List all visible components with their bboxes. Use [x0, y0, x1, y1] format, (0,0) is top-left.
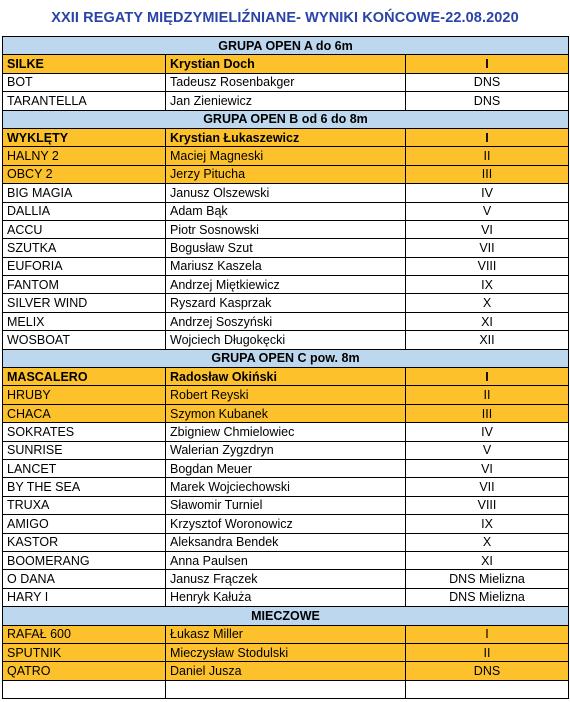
boat-name-cell: SILVER WIND [3, 294, 166, 312]
table-row [3, 294, 569, 312]
boat-name-cell: SZUTKA [3, 239, 166, 257]
table-row [3, 128, 569, 146]
skipper-cell: Daniel Jusza [166, 662, 406, 680]
place-cell: IX [406, 276, 569, 294]
skipper-cell: Sławomir Turniel [166, 496, 406, 514]
skipper-cell: Janusz Frączek [166, 570, 406, 588]
boat-name-cell: SOKRATES [3, 423, 166, 441]
empty-row [3, 680, 569, 698]
place-cell: VI [406, 220, 569, 238]
place-cell: III [406, 404, 569, 422]
boat-name-cell: OBCY 2 [3, 165, 166, 183]
skipper-cell: Aleksandra Bendek [166, 533, 406, 551]
skipper-cell: Łukasz Miller [166, 625, 406, 643]
skipper-cell: Bogusław Szut [166, 239, 406, 257]
table-row [3, 404, 569, 422]
place-cell: II [406, 643, 569, 661]
place-cell: VIII [406, 257, 569, 275]
group-header: GRUPA OPEN C pow. 8m [3, 349, 569, 367]
table-row [3, 368, 569, 386]
skipper-cell: Andrzej Soszyński [166, 312, 406, 330]
boat-name-cell: BOT [3, 73, 166, 91]
table-row [3, 257, 569, 275]
boat-name-cell: AMIGO [3, 515, 166, 533]
place-cell: VII [406, 478, 569, 496]
table-row [3, 202, 569, 220]
skipper-cell: Krzysztof Woronowicz [166, 515, 406, 533]
empty-cell [3, 680, 166, 698]
empty-cell [406, 680, 569, 698]
place-cell: VIII [406, 496, 569, 514]
boat-name-cell: HARY I [3, 588, 166, 606]
skipper-cell: Radosław Okiński [166, 368, 406, 386]
table-row [3, 643, 569, 661]
place-cell: VI [406, 459, 569, 477]
skipper-cell: Adam Bąk [166, 202, 406, 220]
skipper-cell: Maciej Magneski [166, 147, 406, 165]
group-header: GRUPA OPEN B od 6 do 8m [3, 110, 569, 128]
table-row [3, 55, 569, 73]
boat-name-cell: RAFAŁ 600 [3, 625, 166, 643]
skipper-cell: Szymon Kubanek [166, 404, 406, 422]
results-table [2, 36, 569, 699]
table-row [3, 165, 569, 183]
group-header: GRUPA OPEN A do 6m [3, 37, 569, 55]
boat-name-cell: MELIX [3, 312, 166, 330]
boat-name-cell: SUNRISE [3, 441, 166, 459]
table-row [3, 459, 569, 477]
table-row [3, 92, 569, 110]
boat-name-cell: WOSBOAT [3, 331, 166, 349]
place-cell: XII [406, 331, 569, 349]
boat-name-cell: ACCU [3, 220, 166, 238]
place-cell: DNS Mielizna [406, 570, 569, 588]
skipper-cell: Jerzy Pitucha [166, 165, 406, 183]
place-cell: V [406, 202, 569, 220]
boat-name-cell: TARANTELLA [3, 92, 166, 110]
table-row [3, 533, 569, 551]
skipper-cell: Mieczysław Stodulski [166, 643, 406, 661]
table-row [3, 331, 569, 349]
table-row [3, 423, 569, 441]
place-cell: I [406, 128, 569, 146]
skipper-cell: Piotr Sosnowski [166, 220, 406, 238]
boat-name-cell: FANTOM [3, 276, 166, 294]
boat-name-cell: WYKLĘTY [3, 128, 166, 146]
place-cell: DNS [406, 662, 569, 680]
place-cell: I [406, 55, 569, 73]
skipper-cell: Wojciech Długokęcki [166, 331, 406, 349]
boat-name-cell: BY THE SEA [3, 478, 166, 496]
table-row [3, 73, 569, 91]
table-row [3, 276, 569, 294]
group-header-row [3, 110, 569, 128]
table-row [3, 588, 569, 606]
group-header-row [3, 349, 569, 367]
table-row [3, 570, 569, 588]
boat-name-cell: TRUXA [3, 496, 166, 514]
place-cell: IX [406, 515, 569, 533]
place-cell: IV [406, 423, 569, 441]
boat-name-cell: O DANA [3, 570, 166, 588]
table-row [3, 478, 569, 496]
place-cell: DNS [406, 73, 569, 91]
place-cell: I [406, 625, 569, 643]
group-header-row [3, 607, 569, 625]
skipper-cell: Andrzej Miętkiewicz [166, 276, 406, 294]
group-header-row [3, 37, 569, 55]
place-cell: DNS [406, 92, 569, 110]
place-cell: II [406, 147, 569, 165]
skipper-cell: Tadeusz Rosenbakger [166, 73, 406, 91]
skipper-cell: Walerian Zygzdryn [166, 441, 406, 459]
skipper-cell: Krystian Doch [166, 55, 406, 73]
skipper-cell: Anna Paulsen [166, 551, 406, 569]
table-row [3, 386, 569, 404]
skipper-cell: Henryk Kałuża [166, 588, 406, 606]
table-row [3, 515, 569, 533]
page-title: XXII REGATY MIĘDZYMIELIŹNIANE- WYNIKI KOŃCOWE-22.08.2020 [0, 0, 570, 36]
boat-name-cell: LANCET [3, 459, 166, 477]
skipper-cell: Mariusz Kaszela [166, 257, 406, 275]
place-cell: DNS Mielizna [406, 588, 569, 606]
boat-name-cell: SPUTNIK [3, 643, 166, 661]
table-row [3, 239, 569, 257]
skipper-cell: Janusz Olszewski [166, 184, 406, 202]
table-row [3, 496, 569, 514]
boat-name-cell: SILKE [3, 55, 166, 73]
table-row [3, 662, 569, 680]
skipper-cell: Ryszard Kasprzak [166, 294, 406, 312]
place-cell: VII [406, 239, 569, 257]
group-header: MIECZOWE [3, 607, 569, 625]
table-row [3, 147, 569, 165]
empty-cell [166, 680, 406, 698]
place-cell: I [406, 368, 569, 386]
place-cell: II [406, 386, 569, 404]
table-row [3, 625, 569, 643]
skipper-cell: Jan Zieniewicz [166, 92, 406, 110]
boat-name-cell: KASTOR [3, 533, 166, 551]
table-row [3, 220, 569, 238]
boat-name-cell: QATRO [3, 662, 166, 680]
place-cell: XI [406, 312, 569, 330]
boat-name-cell: CHACA [3, 404, 166, 422]
table-row [3, 551, 569, 569]
boat-name-cell: HALNY 2 [3, 147, 166, 165]
skipper-cell: Krystian Łukaszewicz [166, 128, 406, 146]
table-row [3, 312, 569, 330]
boat-name-cell: EUFORIA [3, 257, 166, 275]
place-cell: III [406, 165, 569, 183]
boat-name-cell: HRUBY [3, 386, 166, 404]
place-cell: XI [406, 551, 569, 569]
skipper-cell: Marek Wojciechowski [166, 478, 406, 496]
boat-name-cell: BIG MAGIA [3, 184, 166, 202]
boat-name-cell: DALLIA [3, 202, 166, 220]
place-cell: X [406, 533, 569, 551]
boat-name-cell: MASCALERO [3, 368, 166, 386]
boat-name-cell: BOOMERANG [3, 551, 166, 569]
table-row [3, 441, 569, 459]
results-body [3, 37, 569, 699]
skipper-cell: Robert Reyski [166, 386, 406, 404]
table-row [3, 184, 569, 202]
skipper-cell: Zbigniew Chmielowiec [166, 423, 406, 441]
place-cell: X [406, 294, 569, 312]
place-cell: V [406, 441, 569, 459]
skipper-cell: Bogdan Meuer [166, 459, 406, 477]
place-cell: IV [406, 184, 569, 202]
